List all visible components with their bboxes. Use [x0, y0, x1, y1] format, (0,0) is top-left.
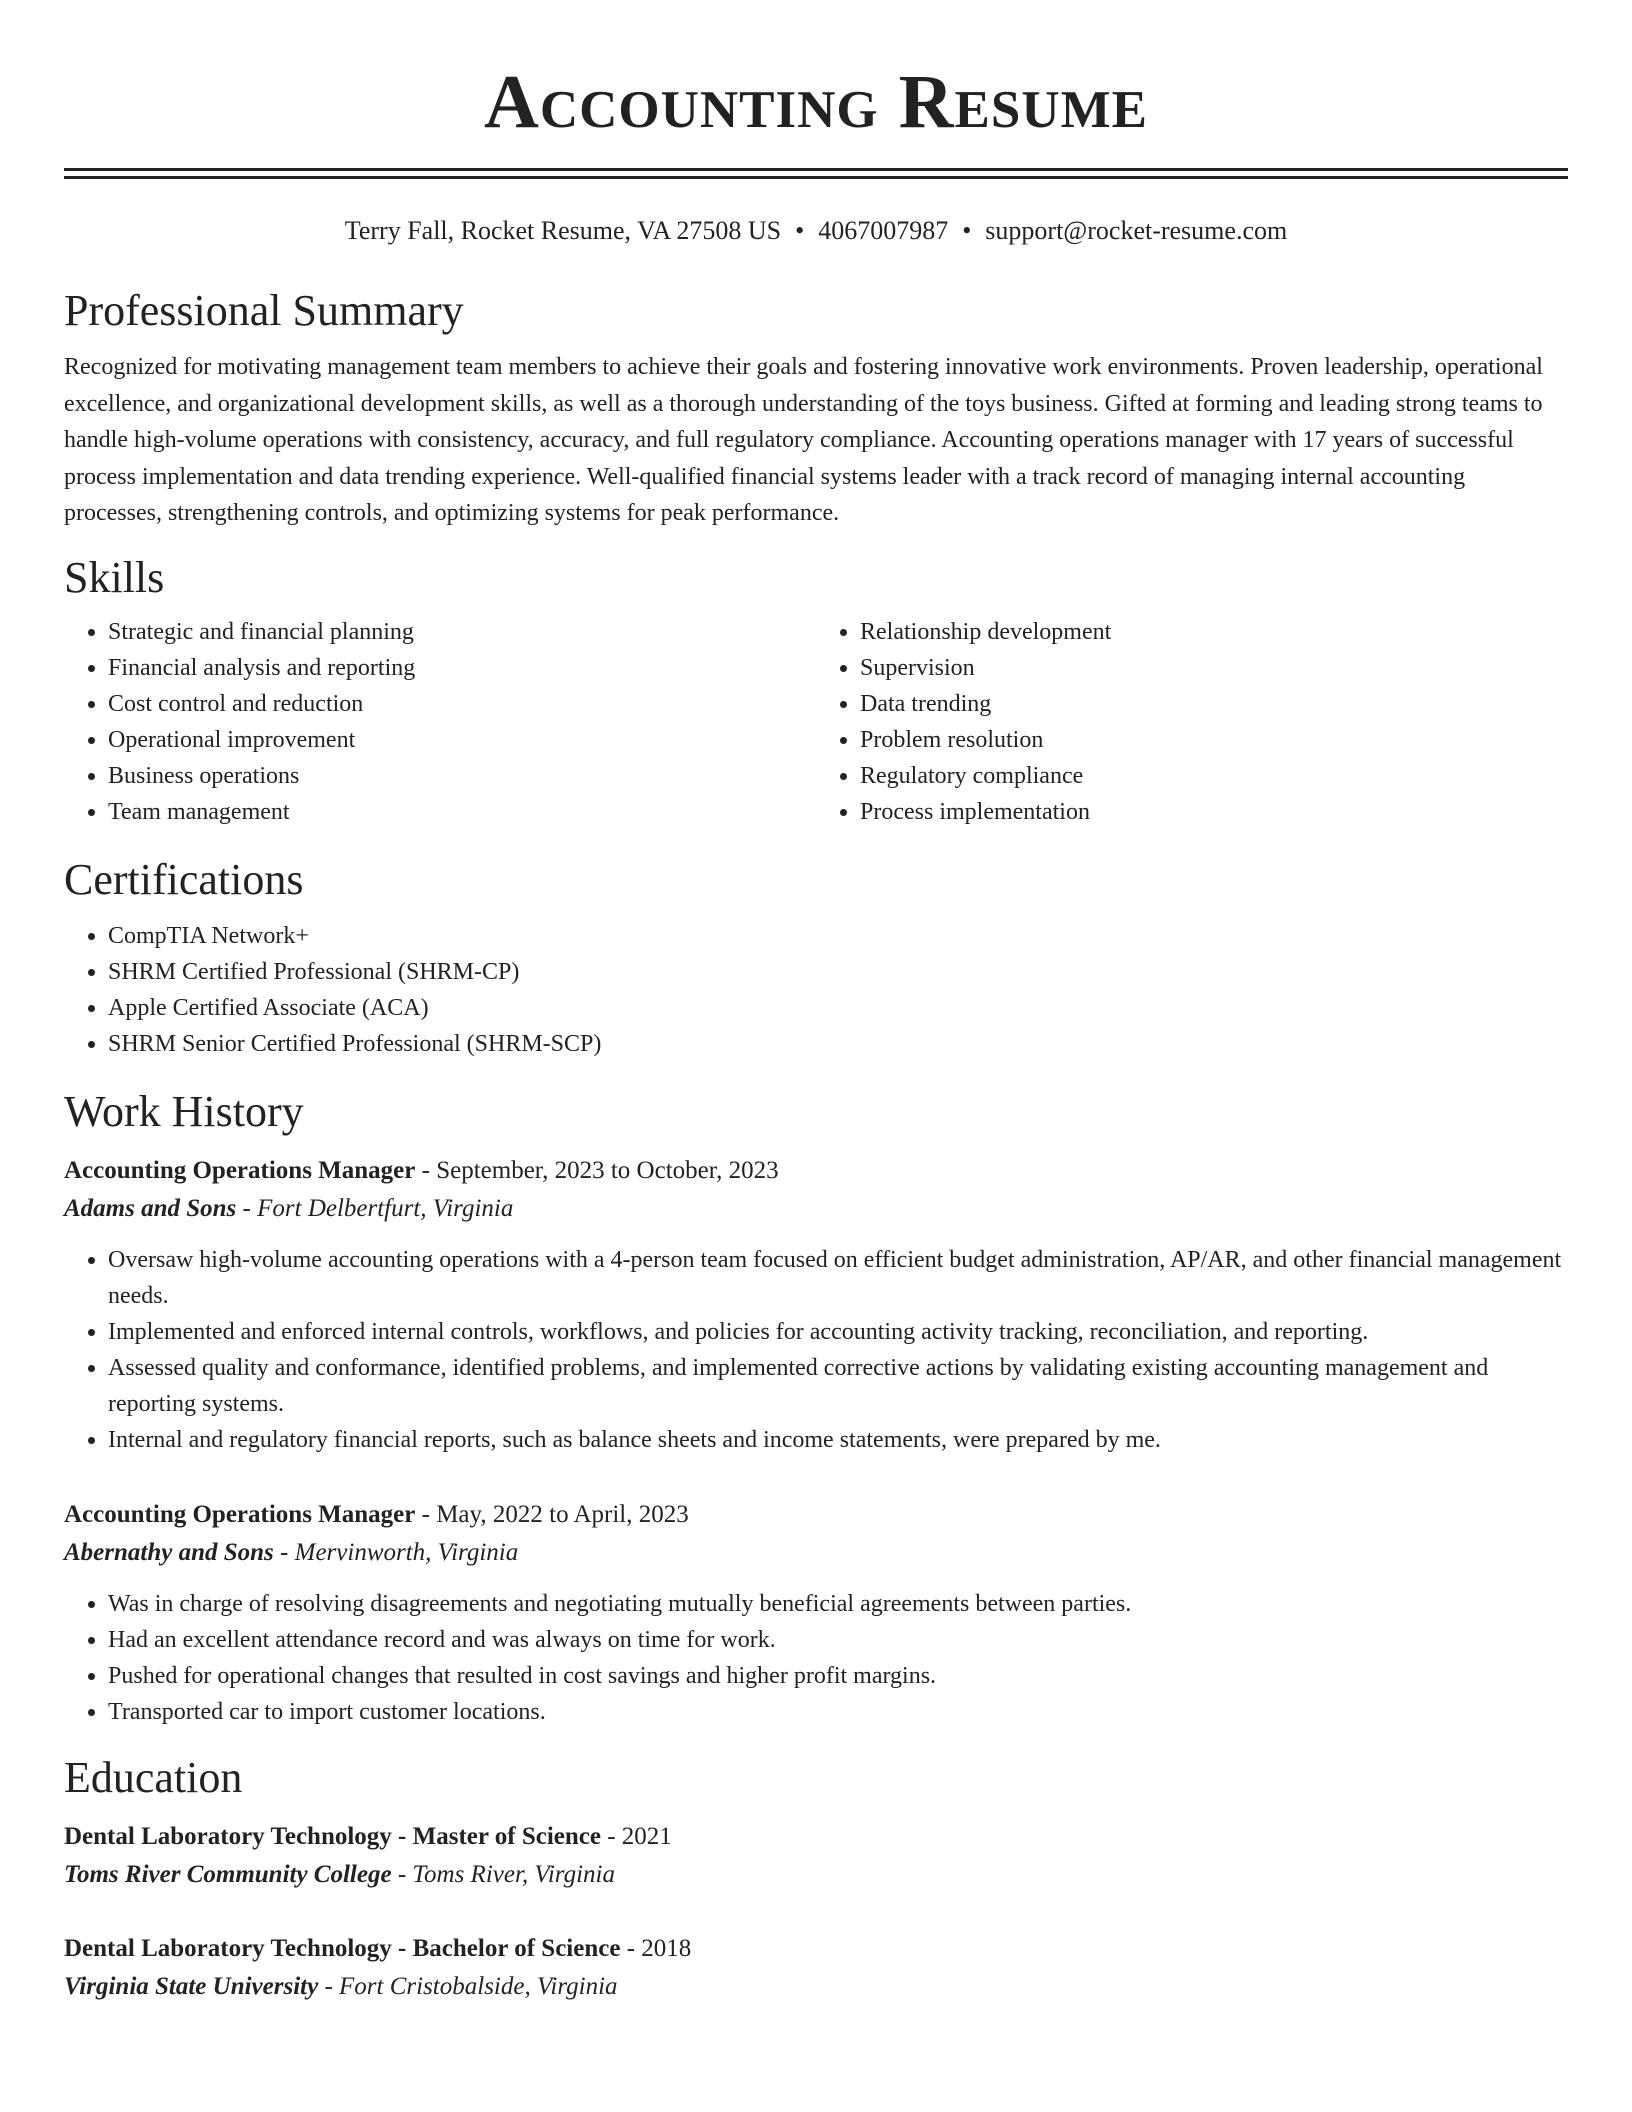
summary-heading: Professional Summary [64, 286, 464, 335]
job-entry [64, 1496, 1568, 1730]
job-entry [64, 1152, 1568, 1458]
certification-item: • CompTIA Network+ [108, 918, 1568, 954]
contact-email: support@rocket-resume.com [985, 216, 1288, 245]
school-name: Virginia State University [64, 1972, 319, 2000]
job-bullet: • Implemented and enforced internal controls, workflows, and policies for accounting activity tracking, reconciliation, and reporting. [108, 1314, 1568, 1350]
job-title-line [64, 1496, 1568, 1534]
page-title: Accounting Resume [483, 60, 1149, 144]
employer-name: Adams and Sons [64, 1194, 237, 1222]
school-line [64, 1856, 1568, 1894]
job-bullet: • Pushed for operational changes that resulted in cost savings and higher profit margins. [108, 1658, 1568, 1694]
job-title: Accounting Operations Manager [64, 1156, 416, 1184]
school-location: - Fort Cristobalside, Virginia [318, 1972, 618, 2000]
degree-line [64, 1930, 1568, 1968]
certification-item: • SHRM Certified Professional (SHRM-CP) [108, 954, 1568, 990]
skill-item: • Regulatory compliance [860, 758, 1568, 794]
contact-phone: 4067007987 [818, 216, 949, 245]
education-section [64, 1752, 1568, 2006]
contact-line [64, 215, 1568, 247]
degree-name: Dental Laboratory Technology - Master of Science [64, 1822, 601, 1850]
employer-location: - Fort Delbertfurt, Virginia [236, 1194, 514, 1222]
summary-text: Recognized for motivating management team members to achieve their goals and fostering innovative work environments. Proven leadership, operational excellence, and organizational development skills, as well as a thorough understanding of the toys business. Gifted at forming and leading strong teams to handle high-volume operations with consistency, accuracy, and full regulatory compliance. Accounting operations manager with 17 years of successful process implementation and data trending experience. Well-qualified financial systems leader with a track record of managing internal accounting processes, strengthening controls, and optimizing systems for peak performance. [64, 354, 1543, 526]
skills-list-right [816, 614, 1568, 830]
degree-year: - 2018 [620, 1934, 692, 1962]
job-title: Accounting Operations Manager [64, 1500, 416, 1528]
title-divider [64, 168, 1568, 179]
skills-section [64, 552, 1568, 830]
school-line [64, 1968, 1568, 2006]
education-entry [64, 1930, 1568, 2006]
work-history-heading: Work History [64, 1086, 304, 1136]
job-dates: - September, 2023 to October, 2023 [415, 1156, 779, 1184]
skill-item: • Data trending [860, 686, 1568, 722]
employer-location: - Mervinworth, Virginia [273, 1538, 519, 1566]
school-name: Toms River Community College [64, 1860, 392, 1888]
work-history-section [64, 1086, 1568, 1730]
skills-columns [64, 614, 1568, 830]
contact-separator: • [962, 216, 972, 245]
employer-name: Abernathy and Sons [64, 1538, 274, 1566]
employer-line [64, 1534, 1568, 1572]
skill-item: • Problem resolution [860, 722, 1568, 758]
job-bullet: • Oversaw high-volume accounting operations with a 4-person team focused on efficient budget administration, AP/AR, and other financial management needs. [108, 1242, 1568, 1314]
certifications-heading: Certifications [64, 854, 304, 904]
skill-item: • Operational improvement [108, 722, 816, 758]
school-location: - Toms River, Virginia [391, 1860, 615, 1888]
certifications-list [64, 918, 1568, 1062]
education-entry [64, 1818, 1568, 1894]
skill-item: • Business operations [108, 758, 816, 794]
job-bullet: • Was in charge of resolving disagreements and negotiating mutually beneficial agreements between parties. [108, 1586, 1568, 1622]
skill-item: • Relationship development [860, 614, 1568, 650]
job-title-line [64, 1152, 1568, 1190]
employer-line [64, 1190, 1568, 1228]
contact-address: Terry Fall, Rocket Resume, VA 27508 US [344, 216, 782, 245]
skill-item: • Team management [108, 794, 816, 830]
job-bullets [64, 1586, 1568, 1730]
contact-separator: • [795, 216, 805, 245]
degree-year: - 2021 [600, 1822, 672, 1850]
job-bullet: • Had an excellent attendance record and was always on time for work. [108, 1622, 1568, 1658]
skill-item: • Financial analysis and reporting [108, 650, 816, 686]
degree-name: Dental Laboratory Technology - Bachelor of Science [64, 1934, 621, 1962]
skill-item: • Strategic and financial planning [108, 614, 816, 650]
degree-line [64, 1818, 1568, 1856]
job-bullet: • Transported car to import customer locations. [108, 1694, 1568, 1730]
certification-item: • SHRM Senior Certified Professional (SHRM-SCP) [108, 1026, 1568, 1062]
job-bullet: • Internal and regulatory financial reports, such as balance sheets and income statements, were prepared by me. [108, 1422, 1568, 1458]
skill-item: • Supervision [860, 650, 1568, 686]
certification-item: • Apple Certified Associate (ACA) [108, 990, 1568, 1026]
skills-heading: Skills [64, 552, 165, 602]
job-dates: - May, 2022 to April, 2023 [415, 1500, 689, 1528]
skill-item: • Process implementation [860, 794, 1568, 830]
education-heading: Education [64, 1752, 243, 1802]
summary-section [64, 285, 1568, 532]
skills-list-left [64, 614, 816, 830]
job-bullet: • Assessed quality and conformance, identified problems, and implemented corrective actions by validating existing accounting management and reporting systems. [108, 1350, 1568, 1422]
skill-item: • Cost control and reduction [108, 686, 816, 722]
job-bullets [64, 1242, 1568, 1458]
certifications-section [64, 854, 1568, 1062]
